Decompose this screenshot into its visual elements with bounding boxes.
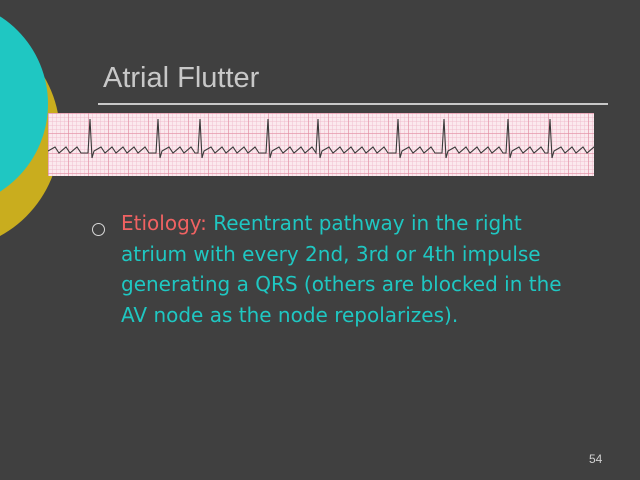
- etiology-label: Etiology:: [121, 211, 207, 235]
- title-underline: [98, 103, 608, 105]
- page-number: 54: [589, 452, 603, 466]
- ecg-trace: [48, 113, 594, 176]
- bullet-circle-icon: [92, 223, 105, 236]
- etiology-text: Reentrant pathway in the right atrium with every 2nd, 3rd or 4th impulse generating a QRS (others are blocked in the AV node as the node repolarizes).: [121, 211, 562, 327]
- ecg-strip-image: [48, 113, 594, 176]
- slide-title: Atrial Flutter: [103, 62, 260, 94]
- bullet-paragraph: [121, 208, 591, 330]
